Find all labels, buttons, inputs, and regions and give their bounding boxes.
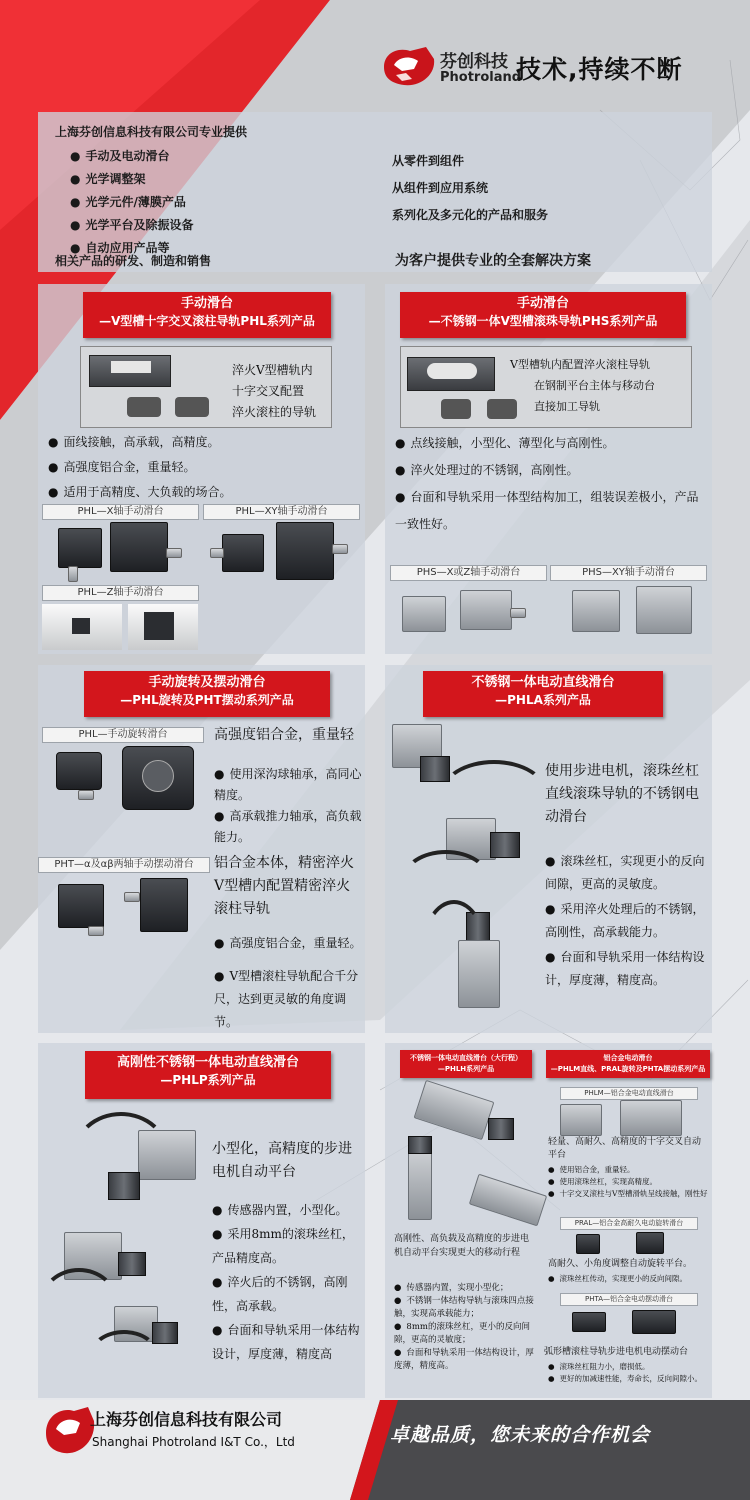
feature-bullet: ● 淬火后的不锈钢，高刚性，高承载。 xyxy=(212,1270,362,1318)
micrometer-knob xyxy=(78,790,94,800)
footer-company-en: Shanghai Photroland I&T Co.，Ltd xyxy=(92,1435,295,1449)
feature-bullet: ● 高承载推力轴承，高负载能力。 xyxy=(214,806,362,848)
motor-cable xyxy=(90,1330,158,1378)
stepper-motor xyxy=(488,1118,514,1140)
feature-bullet: ● 更好的加减速性能，寿命长，反向间隙小。 xyxy=(548,1373,708,1385)
product-image xyxy=(576,1234,600,1254)
feature-bullet: ● 面线接触，高承载，高精度。 xyxy=(48,430,232,455)
sec1-diagram-text xyxy=(232,360,316,423)
feature-bullet: ● 不锈钢一体结构导轨与滚珠四点接触，实现高承载能力； xyxy=(394,1295,534,1321)
sec3-subtitle: —PHL旋转及PHT摆动系列产品 xyxy=(120,693,294,707)
feature-bullet: ● 滚珠丝杠传动，实现更小的反向间隙。 xyxy=(548,1273,708,1285)
product-image xyxy=(632,1310,676,1334)
footer-slogan: 卓越品质，您未来的合作机会 xyxy=(390,1424,651,1446)
rail-crosssection-icon xyxy=(487,399,517,419)
product-image xyxy=(460,590,512,630)
micrometer-knob xyxy=(88,926,104,936)
intro-tail: 相关产品的研发、制造和销售 xyxy=(55,254,212,268)
sec6-pral-desc: 高耐久、小角度调整自动旋转平台。 xyxy=(548,1259,693,1269)
micrometer-knob xyxy=(510,608,526,618)
product-image xyxy=(402,596,446,632)
rail-crosssection-icon xyxy=(441,399,471,419)
sec4-subtitle: —PHLA系列产品 xyxy=(495,693,591,707)
label-phl-x: PHL—X轴手动滑台 xyxy=(42,504,199,520)
product-image xyxy=(140,878,188,932)
sec5-title: 高刚性不锈钢一体电动直线滑台 xyxy=(116,1055,299,1070)
sec5-bullets xyxy=(212,1198,362,1366)
label-phl-z: PHL—Z轴手动滑台 xyxy=(42,585,199,601)
micrometer-knob xyxy=(332,544,348,554)
feature-bullet: ● 十字交叉滚柱与V型槽滑轨呈线接触，刚性好 xyxy=(548,1188,708,1200)
sec6-banner-left-title: 不锈钢一体电动直线滑台（大行程） xyxy=(410,1054,522,1062)
intro-item: ● 光学平台及除振设备 xyxy=(70,214,194,237)
feature-bullet: ● 使用深沟球轴承，高同心精度。 xyxy=(214,764,362,806)
motor-cable xyxy=(402,850,490,908)
sec6-banner-right-sub: —PHLM直线、PRAL旋转及PHTA摆动系列产品 xyxy=(550,1065,706,1073)
feature-bullet: ● 淬火处理过的不锈钢，高刚性。 xyxy=(395,457,705,484)
feature-bullet: ● 采用淬火处理后的不锈钢，高刚性，高承载能力。 xyxy=(545,898,710,944)
stepper-motor xyxy=(490,832,520,858)
sec4-banner xyxy=(423,671,663,717)
label-pht: PHT—α及αβ两轴手动摆动滑台 xyxy=(38,857,210,873)
sec2-title: 手动滑台 xyxy=(516,296,569,311)
feature-bullet: ● 滚珠丝杠，实现更小的反向间隙，更高的灵敏度。 xyxy=(545,850,710,896)
feature-bullet: ● 台面和导轨采用一体结构设计，厚度薄，精度高。 xyxy=(545,946,710,992)
header-logo xyxy=(376,45,438,90)
micrometer-knob xyxy=(68,566,78,582)
feature-bullet: ● V型槽滚柱导轨配合千分尺，达到更灵敏的角度调节。 xyxy=(214,965,364,1034)
label-phs-x: PHS—X或Z轴手动滑台 xyxy=(390,565,547,581)
diagram-line: 淬火V型槽轨内 xyxy=(232,363,313,377)
product-image-z-1 xyxy=(42,604,122,650)
sec6-phlm-bullets xyxy=(548,1164,708,1200)
stepper-motor xyxy=(108,1172,140,1200)
sec2-banner xyxy=(400,292,686,338)
product-image-z-2 xyxy=(128,604,198,650)
intro-right xyxy=(392,148,548,229)
product-image xyxy=(636,1232,664,1254)
rail-illustration xyxy=(111,361,151,373)
feature-bullet: ● 8mm的滚珠丝杠，更小的反向间隙，更高的灵敏度； xyxy=(394,1321,534,1347)
product-image xyxy=(560,1104,602,1136)
header-slogan: 技术,持续不断 xyxy=(516,55,683,84)
feature-bullet: ● 高强度铝合金，重量轻。 xyxy=(214,932,364,955)
rail-crosssection-icon xyxy=(175,397,209,417)
product-image xyxy=(72,618,90,634)
sec4-text: 使用步进电机，滚珠丝杠直线滚珠导轨的不锈钢电动滑台 xyxy=(545,763,699,825)
intro-list xyxy=(70,145,194,260)
feature-bullet: ● 台面和导轨采用一体结构设计，厚度薄，精度高。 xyxy=(394,1347,534,1373)
intro-right-line: 系列化及多元化的产品和服务 xyxy=(392,208,549,222)
stepper-motor xyxy=(118,1252,146,1276)
footer-logo xyxy=(40,1403,96,1461)
sec3-bullets2 xyxy=(214,932,364,1034)
footer-slogan-bg xyxy=(350,1400,750,1500)
diagram-line: 在钢制平台主体与移动台 xyxy=(534,379,655,392)
diagram-line: 十字交叉配置 xyxy=(232,384,305,398)
sec6-phlm-desc: 轻量、高耐久、高精度的十字交叉自动平台 xyxy=(548,1137,702,1160)
sec4-title: 不锈钢一体电动直线滑台 xyxy=(471,675,615,690)
intro-right-line: 从零件到组件 xyxy=(392,154,465,168)
sec6-phta-desc: 弧形槽滚柱导轨步进电机电动摆动台 xyxy=(544,1347,689,1357)
sec4-bullets xyxy=(545,850,710,992)
product-image xyxy=(572,590,620,632)
intro-item: ● 光学调整架 xyxy=(70,168,194,191)
feature-bullet: ● 使用铝合金，重量轻。 xyxy=(548,1164,708,1176)
sec3-text1: 高强度铝合金，重量轻 xyxy=(214,727,354,743)
sec6-banner-right xyxy=(546,1050,710,1078)
motor-cable xyxy=(40,1268,118,1336)
sec5-text: 小型化，高精度的步进电机自动平台 xyxy=(212,1141,352,1180)
label-phs-xy: PHS—XY轴手动滑台 xyxy=(550,565,707,581)
product-image xyxy=(138,1130,196,1180)
sec6-banner-left-sub: —PHLH系列产品 xyxy=(437,1065,495,1073)
product-image xyxy=(222,534,264,572)
feature-bullet: ● 高强度铝合金，重量轻。 xyxy=(48,455,232,480)
sec1-title: 手动滑台 xyxy=(180,296,233,311)
intro-lead: 上海芬创信息科技有限公司专业提供 xyxy=(55,125,248,139)
micrometer-knob xyxy=(124,892,140,902)
stepper-motor xyxy=(152,1322,178,1344)
sec5-banner xyxy=(85,1051,331,1099)
feature-bullet: ● 点线接触，小型化、薄型化与高刚性。 xyxy=(395,430,705,457)
product-image xyxy=(572,1312,606,1332)
product-image xyxy=(636,586,692,634)
feature-bullet: ● 传感器内置，实现小型化； xyxy=(394,1282,534,1295)
sec2-subtitle: —不锈钢一体V型槽滚珠导轨PHS系列产品 xyxy=(428,314,658,328)
sec5-subtitle: —PHLP系列产品 xyxy=(160,1073,256,1087)
product-image xyxy=(110,522,168,572)
product-image xyxy=(58,884,104,928)
product-image xyxy=(620,1100,682,1136)
intro-item: ● 光学元件/薄膜产品 xyxy=(70,191,194,214)
label-phl-rotation: PHL—手动旋转滑台 xyxy=(42,727,204,743)
motor-cable xyxy=(420,900,488,1008)
feature-bullet: ● 传感器内置，小型化。 xyxy=(212,1198,362,1222)
sec3-bullets1 xyxy=(214,764,362,848)
feature-bullet: ● 适用于高精度、大负载的场合。 xyxy=(48,480,232,505)
sec6-phta-bullets xyxy=(548,1361,708,1385)
rail-crosssection-icon xyxy=(127,397,161,417)
feature-bullet: ● 滚珠丝杠阻力小，磨损低。 xyxy=(548,1361,708,1373)
sec6-left-desc: 高刚性、高负载及高精度的步进电机自动平台实现更大的移动行程 xyxy=(394,1234,530,1258)
feature-bullet: ● 采用8mm的滚珠丝杠，产品精度高。 xyxy=(212,1222,362,1270)
sec2-diagram-text xyxy=(510,354,655,417)
footer-company-cn: 上海芬创信息科技有限公司 xyxy=(90,1410,283,1429)
sec6-banner-left xyxy=(400,1050,532,1078)
label-phl-xy: PHL—XY轴手动滑台 xyxy=(203,504,360,520)
rail-illustration xyxy=(427,363,477,379)
product-image xyxy=(58,528,102,568)
sec6-banner-right-title: 铝合金电动滑台 xyxy=(603,1054,653,1062)
feature-bullet: ● 使用滚珠丝杠，实现高精度。 xyxy=(548,1176,708,1188)
sec6-pral-bullets xyxy=(548,1273,708,1285)
sec2-bullets xyxy=(395,430,705,538)
intro-item: ● 自动应用产品等 xyxy=(70,237,194,260)
rotation-disc xyxy=(142,760,174,792)
intro-solution: 为客户提供专业的全套解决方案 xyxy=(395,253,591,269)
sec1-bullets xyxy=(48,430,232,505)
diagram-line: V型槽轨内配置淬火滚柱导轨 xyxy=(510,358,650,371)
stepper-motor xyxy=(408,1136,432,1154)
sec1-subtitle: —V型槽十字交叉滚柱导轨PHL系列产品 xyxy=(99,314,315,328)
sec6-left-bullets xyxy=(394,1282,534,1373)
label-phlm: PHLM—铝合金电动直线滑台 xyxy=(560,1087,698,1100)
micrometer-knob xyxy=(210,548,224,558)
brand-en: Photroland xyxy=(440,70,522,85)
label-pral: PRAL—铝合金高耐久电动旋转滑台 xyxy=(560,1217,698,1230)
intro-right-line: 从组件到应用系统 xyxy=(392,181,489,195)
sec3-title: 手动旋转及摆动滑台 xyxy=(148,675,266,690)
diagram-line: 直接加工导轨 xyxy=(534,400,600,413)
sec3-banner xyxy=(84,671,330,717)
diagram-line: 淬火滚柱的导轨 xyxy=(232,405,317,419)
product-image xyxy=(56,752,102,790)
sec1-banner xyxy=(83,292,331,338)
product-image xyxy=(144,612,174,640)
feature-bullet: ● 台面和导轨采用一体结构设计，厚度薄，精度高 xyxy=(212,1318,362,1366)
product-image xyxy=(408,1148,432,1220)
label-phta: PHTA—铝合金电动摆动滑台 xyxy=(560,1293,698,1306)
brand-cn: 芬创科技 xyxy=(440,52,508,72)
intro-item: ● 手动及电动滑台 xyxy=(70,145,194,168)
feature-bullet: ● 台面和导轨采用一体型结构加工，组装误差极小，产品一致性好。 xyxy=(395,484,705,538)
product-image xyxy=(276,522,334,580)
micrometer-knob xyxy=(166,548,182,558)
sec3-text2: 铝合金本体，精密淬火V型槽内配置精密淬火滚柱导轨 xyxy=(214,855,354,917)
